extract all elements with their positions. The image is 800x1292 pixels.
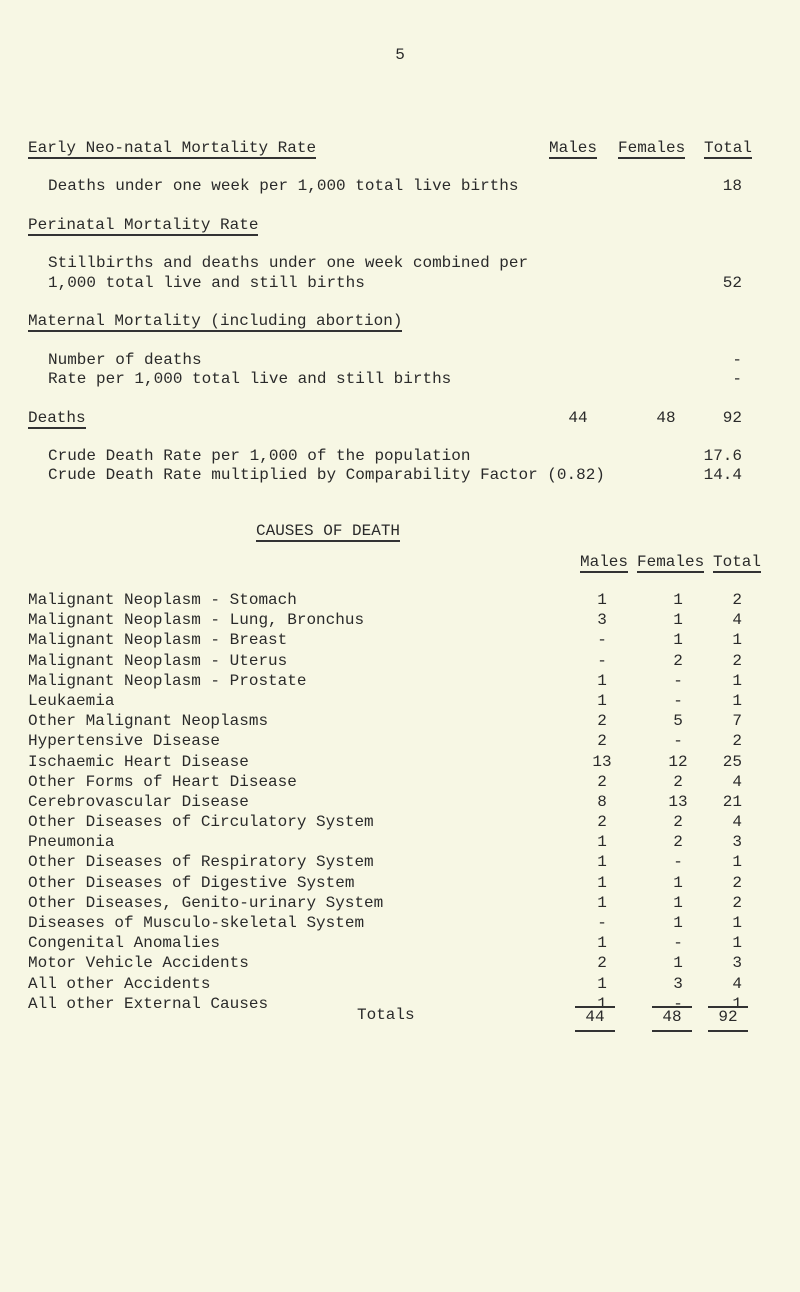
- causes-col-females: Females: [637, 553, 705, 571]
- table-row: [28, 732, 758, 752]
- col-males-header: Males: [549, 139, 598, 157]
- males-value: 3: [597, 611, 607, 630]
- maternal-rate-total: -: [732, 370, 742, 388]
- females-value: -: [673, 732, 683, 751]
- females-value: -: [673, 994, 683, 1013]
- total-value: 1: [732, 934, 742, 953]
- deaths-females: 48: [656, 409, 676, 427]
- cause-label: Hypertensive Disease: [28, 732, 221, 751]
- males-value: 1: [597, 974, 607, 993]
- table-row: [28, 894, 758, 914]
- males-value: 13: [592, 752, 612, 771]
- females-value: 1: [673, 631, 683, 650]
- neonatal-label: Deaths under one week per 1,000 total live births: [48, 177, 519, 195]
- cause-label: Cerebrovascular Disease: [28, 792, 249, 811]
- males-value: 2: [597, 732, 607, 751]
- perinatal-heading: Perinatal Mortality Rate: [28, 216, 259, 234]
- total-value: 2: [732, 651, 742, 670]
- total-value: 7: [732, 712, 742, 731]
- males-value: -: [597, 631, 607, 650]
- cause-label: Other Diseases of Respiratory System: [28, 853, 374, 872]
- table-row: [28, 692, 758, 712]
- table-row: [28, 672, 758, 692]
- cause-label: Malignant Neoplasm - Prostate: [28, 671, 307, 690]
- table-row: [28, 712, 758, 732]
- total-value: 4: [732, 772, 742, 791]
- females-value: 2: [673, 772, 683, 791]
- females-value: 13: [668, 792, 688, 811]
- cause-label: Leukaemia: [28, 691, 115, 710]
- table-row: [28, 793, 758, 813]
- males-value: 2: [597, 954, 607, 973]
- cause-label: Other Malignant Neoplasms: [28, 712, 269, 731]
- causes-table: [28, 591, 758, 1015]
- maternal-deaths-label: Number of deaths: [48, 351, 202, 369]
- perinatal-line1: Stillbirths and deaths under one week combined per: [48, 254, 529, 272]
- cause-label: Other Diseases of Circulatory System: [28, 813, 374, 832]
- cause-label: Malignant Neoplasm - Breast: [28, 631, 288, 650]
- total-value: 4: [732, 813, 742, 832]
- table-row: [28, 652, 758, 672]
- females-value: 2: [673, 651, 683, 670]
- males-value: 2: [597, 813, 607, 832]
- deaths-heading: Deaths: [28, 409, 86, 427]
- cause-label: Ischaemic Heart Disease: [28, 752, 249, 771]
- table-row: [28, 813, 758, 833]
- males-value: 1: [597, 671, 607, 690]
- table-row: [28, 853, 758, 873]
- total-value: 4: [732, 611, 742, 630]
- table-row: [28, 631, 758, 651]
- females-value: 1: [673, 591, 683, 609]
- totals-females: 48: [652, 1006, 692, 1032]
- cause-label: Other Forms of Heart Disease: [28, 772, 297, 791]
- cause-label: Pneumonia: [28, 833, 115, 852]
- males-value: 2: [597, 712, 607, 731]
- females-value: -: [673, 671, 683, 690]
- total-value: 3: [732, 833, 742, 852]
- deaths-males: 44: [568, 409, 588, 427]
- cause-label: All other Accidents: [28, 974, 211, 993]
- total-value: 1: [732, 914, 742, 932]
- males-value: 8: [597, 792, 607, 811]
- causes-col-males: Males: [580, 553, 629, 571]
- total-value: 25: [722, 752, 742, 771]
- males-value: -: [597, 914, 607, 932]
- crude-rate-value: 17.6: [703, 447, 742, 465]
- maternal-heading: Maternal Mortality (including abortion): [28, 312, 403, 330]
- males-value: 2: [597, 772, 607, 791]
- total-value: 1: [732, 671, 742, 690]
- col-total-header: Total: [704, 139, 753, 157]
- females-value: 5: [673, 712, 683, 731]
- totals-label: Totals: [357, 1006, 415, 1024]
- neonatal-total: 18: [722, 177, 742, 195]
- total-value: 21: [722, 792, 742, 811]
- females-value: -: [673, 934, 683, 953]
- totals-males: 44: [575, 1006, 615, 1032]
- table-row: [28, 773, 758, 793]
- total-value: 2: [732, 873, 742, 892]
- females-value: 2: [673, 813, 683, 832]
- total-value: 1: [732, 994, 742, 1013]
- col-females-header: Females: [618, 139, 686, 157]
- total-value: 4: [732, 974, 742, 993]
- females-value: 2: [673, 833, 683, 852]
- cause-label: All other External Causes: [28, 994, 269, 1013]
- table-row: [28, 874, 758, 894]
- table-row: [28, 914, 758, 934]
- table-row: [28, 954, 758, 974]
- females-value: 1: [673, 611, 683, 630]
- males-value: 1: [597, 893, 607, 912]
- total-value: 1: [732, 853, 742, 872]
- deaths-total: 92: [722, 409, 742, 427]
- total-value: 2: [732, 732, 742, 751]
- causes-col-total: Total: [713, 553, 762, 571]
- males-value: -: [597, 651, 607, 670]
- adjusted-rate-value: 14.4: [703, 466, 742, 484]
- males-value: 1: [597, 591, 607, 609]
- females-value: -: [673, 853, 683, 872]
- females-value: 1: [673, 893, 683, 912]
- totals-total: 92: [708, 1006, 748, 1032]
- females-value: 3: [673, 974, 683, 993]
- cause-label: Malignant Neoplasm - Stomach: [28, 591, 297, 609]
- table-row: [28, 591, 758, 611]
- females-value: 12: [668, 752, 688, 771]
- cause-label: Other Diseases of Digestive System: [28, 873, 355, 892]
- maternal-deaths-total: -: [732, 351, 742, 369]
- females-value: 1: [673, 873, 683, 892]
- cause-label: Diseases of Musculo-skeletal System: [28, 914, 365, 932]
- total-value: 1: [732, 691, 742, 710]
- males-value: 1: [597, 873, 607, 892]
- cause-label: Malignant Neoplasm - Uterus: [28, 651, 288, 670]
- table-row: [28, 833, 758, 853]
- cause-label: Motor Vehicle Accidents: [28, 954, 249, 973]
- perinatal-total: 52: [722, 274, 742, 292]
- males-value: 1: [597, 853, 607, 872]
- table-row: [28, 611, 758, 631]
- table-row: [28, 753, 758, 773]
- cause-label: Other Diseases, Genito-urinary System: [28, 893, 384, 912]
- males-value: 1: [597, 934, 607, 953]
- cause-label: Congenital Anomalies: [28, 934, 221, 953]
- table-row: [28, 975, 758, 995]
- causes-title: CAUSES OF DEATH: [256, 522, 401, 540]
- total-value: 3: [732, 954, 742, 973]
- males-value: 1: [597, 833, 607, 852]
- females-value: 1: [673, 954, 683, 973]
- adjusted-rate-label: Crude Death Rate multiplied by Comparability Factor (0.82): [48, 466, 605, 484]
- page-number: 5: [395, 46, 405, 64]
- neonatal-heading: Early Neo-natal Mortality Rate: [28, 139, 317, 157]
- total-value: 1: [732, 631, 742, 650]
- maternal-rate-label: Rate per 1,000 total live and still births: [48, 370, 452, 388]
- females-value: 1: [673, 914, 683, 932]
- females-value: -: [673, 691, 683, 710]
- males-value: 1: [597, 691, 607, 710]
- table-row: [28, 934, 758, 954]
- perinatal-line2: 1,000 total live and still births: [48, 274, 365, 292]
- males-value: 1: [597, 994, 607, 1013]
- crude-rate-label: Crude Death Rate per 1,000 of the population: [48, 447, 471, 465]
- total-value: 2: [732, 893, 742, 912]
- total-value: 2: [732, 591, 742, 609]
- cause-label: Malignant Neoplasm - Lung, Bronchus: [28, 611, 365, 630]
